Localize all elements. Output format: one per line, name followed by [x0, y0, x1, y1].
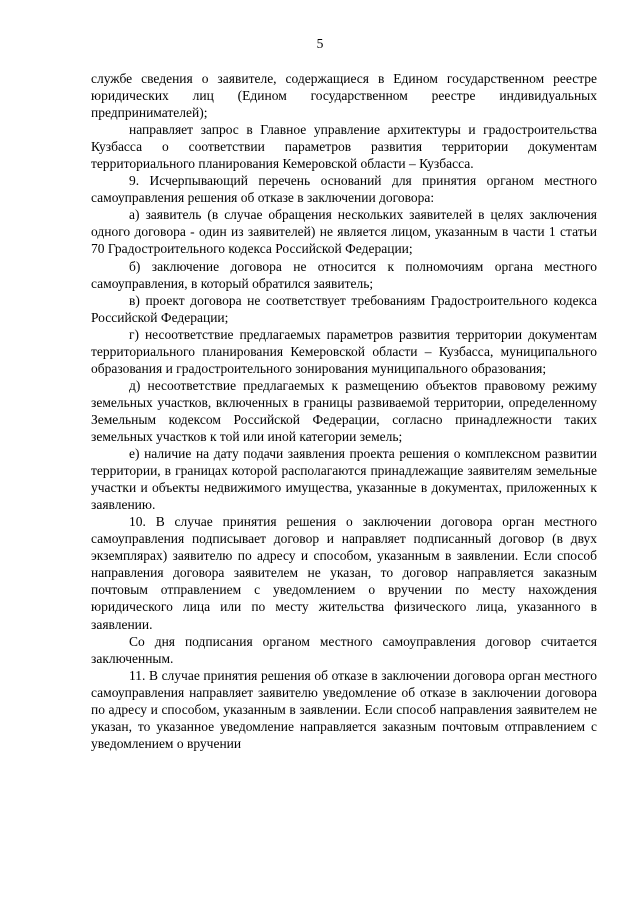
- paragraph: службе сведения о заявителе, содержащиеся в Едином государственном реестре юридических лиц (Едином государственном реестре индивидуальных предпринимателей);: [91, 71, 597, 121]
- paragraph: а) заявитель (в случае обращения нескольких заявителей в целях заключения одного договора - один из заявителей) не является лицом, указанным в части 1 статьи 70 Градостроительного кодекса Российской Федерации;: [91, 207, 597, 257]
- paragraph: 9. Исчерпывающий перечень оснований для принятия органом местного самоуправления решения об отказе в заключении договора:: [91, 173, 597, 206]
- paragraph: б) заключение договора не относится к полномочиям органа местного самоуправления, в который обратился заявитель;: [91, 258, 597, 291]
- page-number: 5: [316, 36, 324, 51]
- paragraph: 11. В случае принятия решения об отказе в заключении договора орган местного самоуправления направляет заявителю уведомление об отказе в заключении договора по адресу и способом, указанным в заявлении. Если способ направления заявителем не указан, то указанное уведомление направляется заказным почтовым отправлением с уведомлением о вручении: [91, 667, 597, 751]
- paragraph: д) несоответствие предлагаемых к размещению объектов правовому режиму земельных участков, включенных в границы развиваемой территории, определенному Земельным кодексом Российской Федерации, согласно принадлежности таких земельных участков к той или иной категории земель;: [91, 377, 597, 444]
- paragraph: 10. В случае принятия решения о заключении договора орган местного самоуправления подписывает договор и направляет подписанный договор (в двух экземплярах) заявителю по адресу и способом, указанным в заявлении. Если способ направления договора заявителем не указан, то договор направляется заказным почтовым отправлением с уведомлением о вручении по месту нахождения юридического лица или по месту жительства физического лица, указанного в заявлении.: [91, 514, 597, 632]
- paragraph: е) наличие на дату подачи заявления проекта решения о комплексном развитии территории, в границах которой располагаются принадлежащие заявителям земельные участки и объекты недвижимого имущества, указанные в документах, приложенных к заявлению.: [91, 446, 597, 513]
- document-body: [91, 70, 597, 752]
- paragraph: направляет запрос в Главное управление архитектуры и градостроительства Кузбасса о соответствии параметров развития территории документам территориального планирования Кемеровской области – Кузбасса.: [91, 122, 597, 172]
- paragraph: Со дня подписания органом местного самоуправления договор считается заключенным.: [91, 633, 597, 666]
- paragraph: в) проект договора не соответствует требованиям Градостроительного кодекса Российской Федерации;: [91, 292, 597, 325]
- paragraph: г) несоответствие предлагаемых параметров развития территории документам территориального планирования Кемеровской области – Кузбасса, муниципального образования и градостроительного зонирования муниципального образования;: [91, 326, 597, 376]
